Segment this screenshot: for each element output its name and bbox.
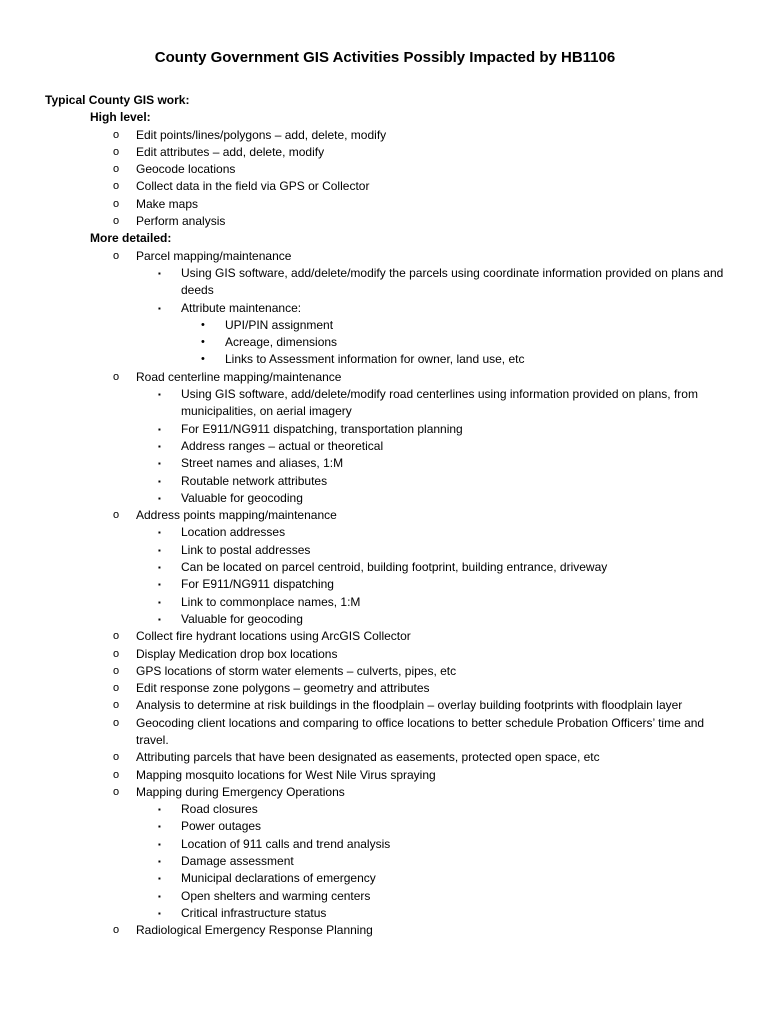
square-bullet: ▪ bbox=[158, 908, 161, 918]
circle-bullet: o bbox=[113, 128, 120, 141]
list-item bbox=[136, 801, 735, 818]
list-item-text: Power outages bbox=[181, 819, 262, 834]
square-bullet: ▪ bbox=[158, 268, 161, 278]
list-item bbox=[45, 161, 735, 178]
list-item bbox=[45, 178, 735, 195]
list-item bbox=[136, 870, 735, 887]
list-item-text: Address ranges – actual or theoretical bbox=[181, 438, 384, 453]
list-item-text: Link to postal addresses bbox=[181, 542, 311, 557]
list-item-text: Radiological Emergency Response Planning bbox=[136, 923, 373, 938]
road-sublist bbox=[136, 386, 735, 507]
list-item-text: Can be located on parcel centroid, building footprint, building entrance, driveway bbox=[181, 560, 608, 575]
high-level-heading: High level: bbox=[90, 110, 151, 125]
list-item bbox=[45, 767, 735, 784]
circle-bullet: o bbox=[113, 215, 120, 228]
list-item-text: Analysis to determine at risk buildings in the floodplain – overlay building footprints with floodplain layer bbox=[136, 698, 683, 713]
list-item bbox=[45, 248, 735, 369]
list-item bbox=[45, 369, 735, 507]
circle-bullet: o bbox=[113, 370, 120, 383]
square-bullet: ▪ bbox=[158, 839, 161, 849]
square-bullet: ▪ bbox=[158, 493, 161, 503]
list-item-text: Street names and aliases, 1:M bbox=[181, 456, 344, 471]
list-item bbox=[181, 317, 735, 334]
list-item bbox=[45, 507, 735, 628]
list-item bbox=[45, 680, 735, 697]
circle-bullet: o bbox=[113, 924, 120, 937]
list-item-text: Municipal declarations of emergency bbox=[181, 871, 376, 886]
high-level-list bbox=[45, 127, 735, 231]
list-item-text: Valuable for geocoding bbox=[181, 611, 303, 626]
list-item bbox=[45, 127, 735, 144]
list-item-text: Make maps bbox=[136, 196, 199, 211]
list-item-text: Location addresses bbox=[181, 525, 286, 540]
circle-bullet: o bbox=[113, 785, 120, 798]
square-bullet: ▪ bbox=[158, 545, 161, 555]
square-bullet: ▪ bbox=[158, 874, 161, 884]
list-item-text: Display Medication drop box locations bbox=[136, 646, 338, 661]
document-body bbox=[45, 92, 735, 940]
circle-bullet: o bbox=[113, 768, 120, 781]
circle-bullet: o bbox=[113, 647, 120, 660]
more-detailed-list bbox=[45, 248, 735, 940]
list-item-text: Critical infrastructure status bbox=[181, 905, 327, 920]
list-item-text: Geocoding client locations and comparing to office locations to better schedule Probation Officers’ time and travel. bbox=[136, 715, 705, 747]
list-item-text: Mapping mosquito locations for West Nile Virus spraying bbox=[136, 767, 436, 782]
list-item-text: Link to commonplace names, 1:M bbox=[181, 594, 361, 609]
list-item-text: Perform analysis bbox=[136, 214, 226, 229]
list-item-text: Edit points/lines/polygons – add, delete, modify bbox=[136, 127, 387, 142]
circle-bullet: o bbox=[113, 664, 120, 677]
square-bullet: ▪ bbox=[158, 597, 161, 607]
list-item bbox=[136, 594, 735, 611]
square-bullet: ▪ bbox=[158, 476, 161, 486]
emergency-sublist bbox=[136, 801, 735, 922]
list-item bbox=[136, 300, 735, 369]
square-bullet: ▪ bbox=[158, 580, 161, 590]
square-bullet: ▪ bbox=[158, 528, 161, 538]
square-bullet: ▪ bbox=[158, 805, 161, 815]
section-heading: Typical County GIS work: bbox=[45, 93, 190, 107]
square-bullet: ▪ bbox=[158, 424, 161, 434]
list-item-text: Using GIS software, add/delete/modify the parcels using coordinate information provided on plans and deeds bbox=[181, 265, 724, 298]
list-item bbox=[45, 628, 735, 645]
list-item-text: For E911/NG911 dispatching, transportation planning bbox=[181, 421, 463, 436]
square-bullet: ▪ bbox=[158, 303, 161, 313]
list-item bbox=[136, 853, 735, 870]
list-item bbox=[45, 922, 735, 939]
dot-bullet: • bbox=[201, 353, 205, 366]
list-item bbox=[45, 697, 735, 714]
list-item-text: Road closures bbox=[181, 802, 258, 817]
list-item-text: Geocode locations bbox=[136, 162, 236, 177]
square-bullet: ▪ bbox=[158, 891, 161, 901]
circle-bullet: o bbox=[113, 249, 120, 262]
list-item bbox=[181, 351, 735, 368]
list-item-text: Address points mapping/maintenance bbox=[136, 508, 337, 523]
dot-bullet: • bbox=[201, 336, 205, 349]
list-item bbox=[136, 559, 735, 576]
list-item-text: Open shelters and warming centers bbox=[181, 888, 371, 903]
list-item bbox=[136, 473, 735, 490]
circle-bullet: o bbox=[113, 716, 120, 729]
list-item-text: Road centerline mapping/maintenance bbox=[136, 369, 342, 384]
dot-bullet: • bbox=[201, 318, 205, 331]
list-item bbox=[181, 334, 735, 351]
list-item-text: For E911/NG911 dispatching bbox=[181, 577, 334, 592]
list-item-text: Collect data in the field via GPS or Collector bbox=[136, 179, 370, 194]
list-item bbox=[136, 542, 735, 559]
square-bullet: ▪ bbox=[158, 563, 161, 573]
circle-bullet: o bbox=[113, 163, 120, 176]
list-item bbox=[136, 386, 735, 421]
list-item-text: GPS locations of storm water elements – culverts, pipes, etc bbox=[136, 663, 457, 678]
list-item bbox=[136, 490, 735, 507]
list-item-text: Collect fire hydrant locations using ArcGIS Collector bbox=[136, 629, 411, 644]
circle-bullet: o bbox=[113, 197, 120, 210]
more-detailed-heading: More detailed: bbox=[90, 231, 172, 246]
list-item-text: Using GIS software, add/delete/modify road centerlines using information provided on plans, from municipalities, on aerial imagery bbox=[181, 387, 698, 419]
square-bullet: ▪ bbox=[158, 614, 161, 624]
circle-bullet: o bbox=[113, 180, 120, 193]
list-item-text: Routable network attributes bbox=[181, 473, 328, 488]
list-item bbox=[136, 818, 735, 835]
list-item bbox=[136, 265, 735, 300]
list-item-text: Damage assessment bbox=[181, 854, 294, 869]
circle-bullet: o bbox=[113, 509, 120, 522]
list-item bbox=[45, 784, 735, 922]
list-item-text: Location of 911 calls and trend analysis bbox=[181, 836, 391, 851]
list-item-text: Edit response zone polygons – geometry and attributes bbox=[136, 681, 430, 696]
list-item bbox=[136, 524, 735, 541]
square-bullet: ▪ bbox=[158, 390, 161, 400]
list-item bbox=[136, 455, 735, 472]
list-item-text: Parcel mapping/maintenance bbox=[136, 248, 292, 263]
list-item-text: Attributing parcels that have been designated as easements, protected open space, etc bbox=[136, 750, 600, 765]
list-item-text: Attribute maintenance: bbox=[181, 300, 302, 315]
list-item bbox=[45, 749, 735, 766]
list-item bbox=[45, 196, 735, 213]
circle-bullet: o bbox=[113, 682, 120, 695]
list-item bbox=[45, 646, 735, 663]
square-bullet: ▪ bbox=[158, 822, 161, 832]
document-title: County Government GIS Activities Possibly Impacted by HB1106 bbox=[154, 49, 616, 66]
parcel-sublist bbox=[136, 265, 735, 369]
circle-bullet: o bbox=[113, 145, 120, 158]
list-item-text: UPI/PIN assignment bbox=[225, 317, 334, 332]
list-item-text: Valuable for geocoding bbox=[181, 490, 303, 505]
attribute-sublist bbox=[181, 317, 735, 369]
list-item bbox=[45, 213, 735, 230]
list-item bbox=[136, 576, 735, 593]
circle-bullet: o bbox=[113, 699, 120, 712]
list-item bbox=[45, 144, 735, 161]
list-item bbox=[136, 905, 735, 922]
list-item-text: Acreage, dimensions bbox=[225, 335, 338, 350]
list-item bbox=[136, 836, 735, 853]
square-bullet: ▪ bbox=[158, 459, 161, 469]
list-item bbox=[136, 611, 735, 628]
list-item bbox=[136, 421, 735, 438]
list-item-text: Links to Assessment information for owner, land use, etc bbox=[225, 352, 525, 367]
list-item bbox=[136, 438, 735, 455]
circle-bullet: o bbox=[113, 630, 120, 643]
list-item bbox=[45, 715, 735, 750]
square-bullet: ▪ bbox=[158, 857, 161, 867]
address-sublist bbox=[136, 524, 735, 628]
list-item bbox=[45, 663, 735, 680]
list-item bbox=[136, 888, 735, 905]
list-item-text: Edit attributes – add, delete, modify bbox=[136, 144, 325, 159]
list-item-text: Mapping during Emergency Operations bbox=[136, 784, 345, 799]
square-bullet: ▪ bbox=[158, 441, 161, 451]
circle-bullet: o bbox=[113, 751, 120, 764]
